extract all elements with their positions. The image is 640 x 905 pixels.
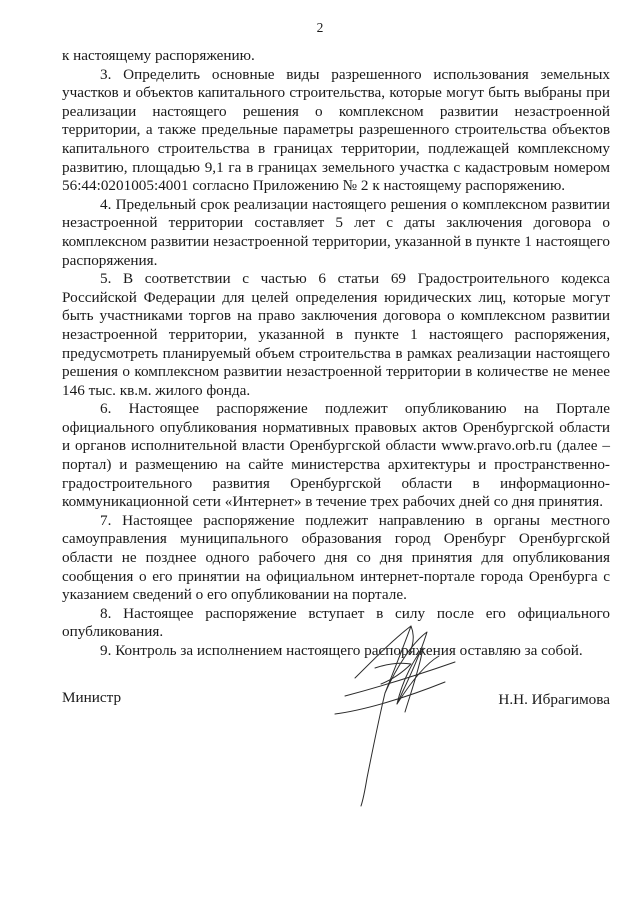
paragraph-8: 8. Настоящее распоряжение вступает в силу после его официального опубликования. bbox=[62, 604, 610, 641]
paragraph-9: 9. Контроль за исполнением настоящего распоряжения оставляю за собой. bbox=[100, 642, 583, 659]
paragraph-continuation: к настоящему распоряжению. bbox=[62, 47, 255, 64]
signatory-name: Н.Н. Ибрагимова bbox=[498, 691, 610, 708]
handwritten-signature bbox=[315, 618, 475, 808]
document-body bbox=[62, 47, 610, 661]
signatory-position: Министр bbox=[62, 689, 122, 706]
paragraph-6: 6. Настоящее распоряжение подлежит опубликованию на Портале официального опубликования нормативных правовых актов Оренбургской области и органов исполнительной власти Оренбургской области www.pravo.orb.ru (далее – портал) и размещению на сайте министерства архитектуры и пространственно-градостроительного развития Оренбургской области в информационно-коммуникационной сети «Интернет» в течение трех рабочих дней со дня принятия. bbox=[62, 400, 610, 511]
paragraph-4: 4. Предельный срок реализации настоящего решения о комплексном развитии незастроенной территории составляет 5 лет с даты заключения договора о комплексном развитии незастроенной территории, указанной в пункте 1 настоящего распоряжения. bbox=[62, 195, 610, 269]
page-number: 2 bbox=[316, 20, 324, 35]
paragraph-7: 7. Настоящее распоряжение подлежит направлению в органы местного самоуправления муниципального образования город Оренбург Оренбургской области не позднее одного рабочего дня со дня принятия для опубликования сообщения о его принятии на официальном интернет-портале города Оренбурга с указанием сведений о его опубликовании на портале. bbox=[62, 511, 610, 604]
paragraph-5: 5. В соответствии с частью 6 статьи 69 Градостроительного кодекса Российской Федерации для целей определения юридических лиц, которые могут быть участниками торгов на право заключения договора о комплексном развитии незастроенной территории, указанной в пункте 1 настоящего распоряжения, предусмотреть планируемый объем строительства в рамках реализации настоящего решения о комплексном развитии незастроенной территории в количестве не менее 146 тыс. кв.м. жилого фонда. bbox=[62, 270, 610, 399]
paragraph-3: 3. Определить основные виды разрешенного использования земельных участков и объектов капитального строительства, которые могут быть выбраны при реализации настоящего решения о комплексном развитии незастроенной территории, а также предельные параметры разрешенного строительства объектов капитального строительства в границах территории, подлежащей комплексному развитию, площадью 9,1 га в границах земельного участка с кадастровым номером 56:44:0201005:4001 согласно Приложению № 2 к настоящему распоряжению. bbox=[62, 65, 610, 195]
